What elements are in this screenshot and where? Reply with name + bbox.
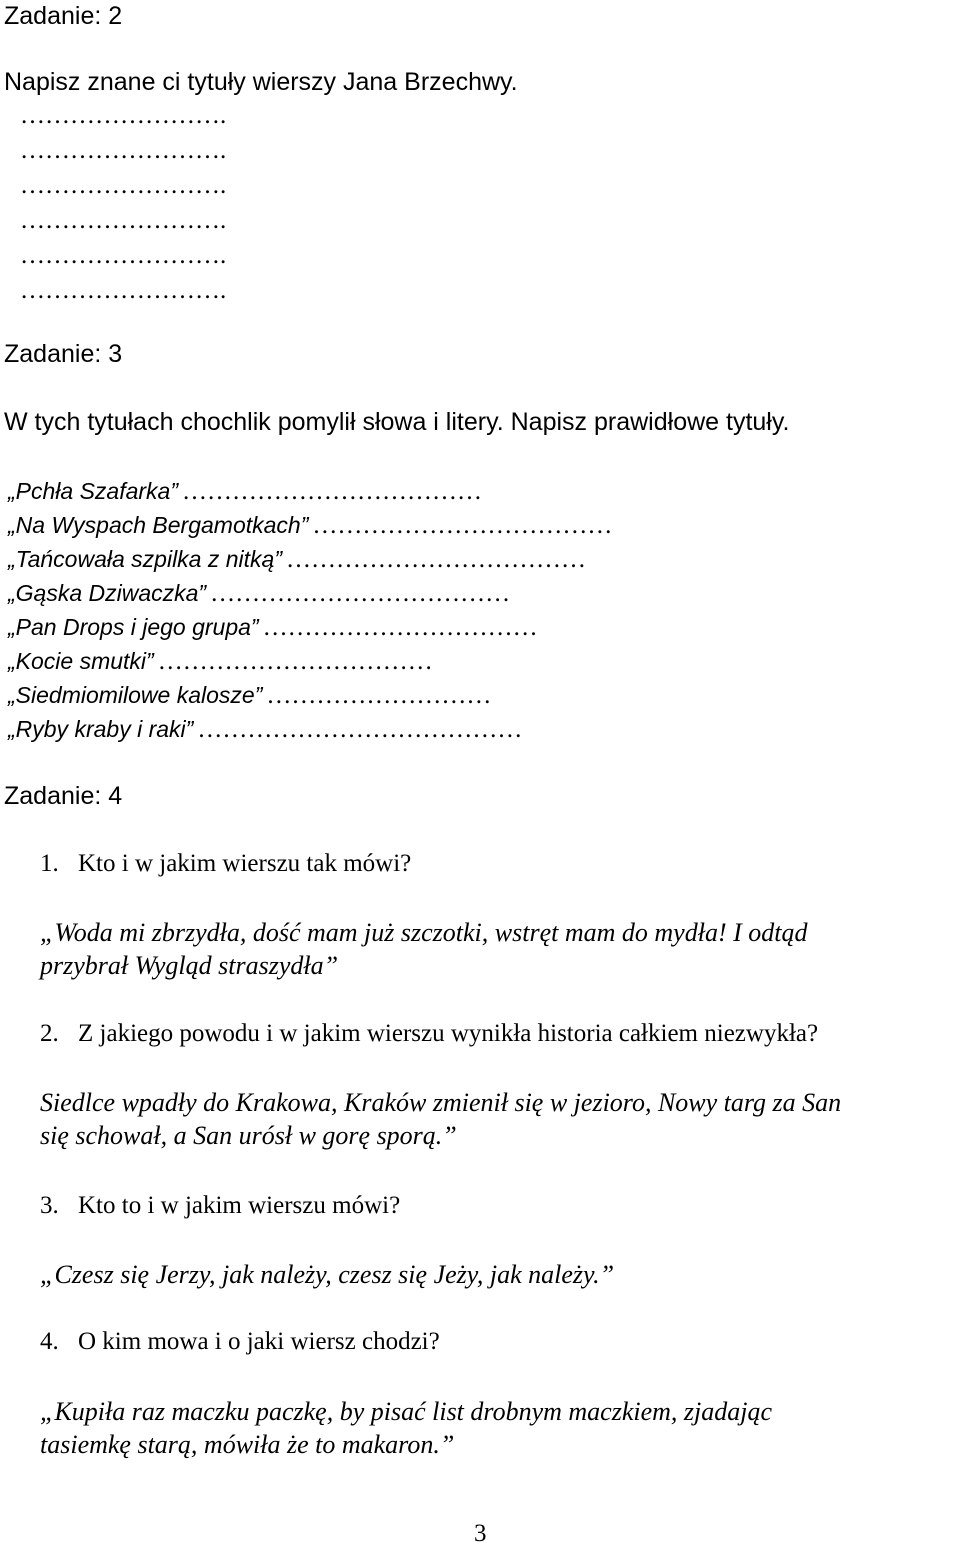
misspelled-title: „Siedmiomilowe kalosze”	[8, 682, 263, 708]
question-item	[40, 1018, 818, 1050]
answer-blank-line: …………………….	[20, 242, 227, 269]
question-number: 2.	[40, 1020, 59, 1047]
poem-quote-line: „Woda mi zbrzydła, dość mam już szczotki, wstręt mam do mydła! I odtąd	[40, 918, 808, 947]
poem-quote-line: tasiemkę starą, mówiła że to makaron.”	[40, 1430, 455, 1459]
answer-blank-line: ………………………………	[312, 512, 613, 539]
answer-blank-line: …………………………………	[197, 716, 523, 743]
answer-blank-line: ……………………………	[262, 614, 538, 641]
poem-quote-line: „Kupiła raz maczku paczkę, by pisać list drobnym maczkiem, zjadając	[40, 1397, 772, 1426]
poem-quote-line: się schował, a San urósł w gorę sporą.”	[40, 1121, 457, 1150]
poem-quote-line: przybrał Wygląd straszydła”	[40, 951, 339, 980]
misspelled-title: „Gąska Dziwaczka”	[8, 580, 207, 606]
question-text: Kto to i w jakim wierszu mówi?	[78, 1192, 401, 1219]
question-item	[40, 1326, 440, 1358]
question-text: O kim mowa i o jaki wiersz chodzi?	[78, 1328, 440, 1355]
misspelled-title-row	[8, 474, 482, 508]
answer-blank-line: …………………….	[20, 172, 227, 199]
poem-quote-line: „Czesz się Jerzy, jak należy, czesz się Jeży, jak należy.”	[40, 1260, 615, 1289]
answer-blank-line: …………………….	[20, 137, 227, 164]
question-number: 3.	[40, 1192, 59, 1219]
answer-blank-line: ………………………………	[286, 546, 586, 573]
misspelled-title: „Ryby kraby i raki”	[8, 716, 194, 742]
misspelled-title: „Tańcowała szpilka z nitką”	[8, 546, 282, 572]
task-2-instruction: Napisz znane ci tytuły wierszy Jana Brzechwy.	[4, 68, 518, 96]
misspelled-title: „Pchła Szafarka”	[8, 478, 179, 504]
misspelled-title: „Na Wyspach Bergamotkach”	[8, 512, 309, 538]
misspelled-title-row	[8, 712, 522, 746]
misspelled-title-row	[8, 610, 538, 644]
task-4-heading: Zadanie: 4	[4, 782, 123, 810]
question-number: 1.	[40, 850, 59, 877]
misspelled-title: „Kocie smutki”	[8, 648, 154, 674]
misspelled-title-row	[8, 542, 586, 576]
misspelled-title: „Pan Drops i jego grupa”	[8, 614, 259, 640]
task-3-heading: Zadanie: 3	[4, 340, 123, 368]
misspelled-title-row	[8, 508, 612, 542]
question-item	[40, 848, 411, 880]
answer-blank-line: …………………….	[20, 277, 227, 304]
question-text: Kto i w jakim wierszu tak mówi?	[78, 850, 412, 877]
page-number: 3	[474, 1520, 487, 1547]
answer-blank-line: ……………………………	[157, 648, 433, 675]
misspelled-title-row	[8, 644, 433, 678]
poem-quote-line: Siedlce wpadły do Krakowa, Kraków zmienił się w jezioro, Nowy targ za San	[40, 1088, 842, 1117]
answer-blank-line: …………………….	[20, 207, 227, 234]
question-item	[40, 1190, 400, 1222]
misspelled-title-row	[8, 576, 510, 610]
task-3-instruction: W tych tytułach chochlik pomylił słowa i litery. Napisz prawidłowe tytuły.	[4, 408, 790, 436]
answer-blank-line: ………………………	[266, 682, 492, 709]
question-text: Z jakiego powodu i w jakim wierszu wynikła historia całkiem niezwykła?	[78, 1020, 819, 1047]
misspelled-title-row	[8, 678, 491, 712]
question-number: 4.	[40, 1328, 59, 1355]
answer-blank-line: …………………….	[20, 102, 227, 129]
answer-blank-line: ………………………………	[210, 580, 511, 607]
task-2-heading: Zadanie: 2	[4, 2, 123, 30]
answer-blank-line: ………………………………	[182, 478, 483, 505]
